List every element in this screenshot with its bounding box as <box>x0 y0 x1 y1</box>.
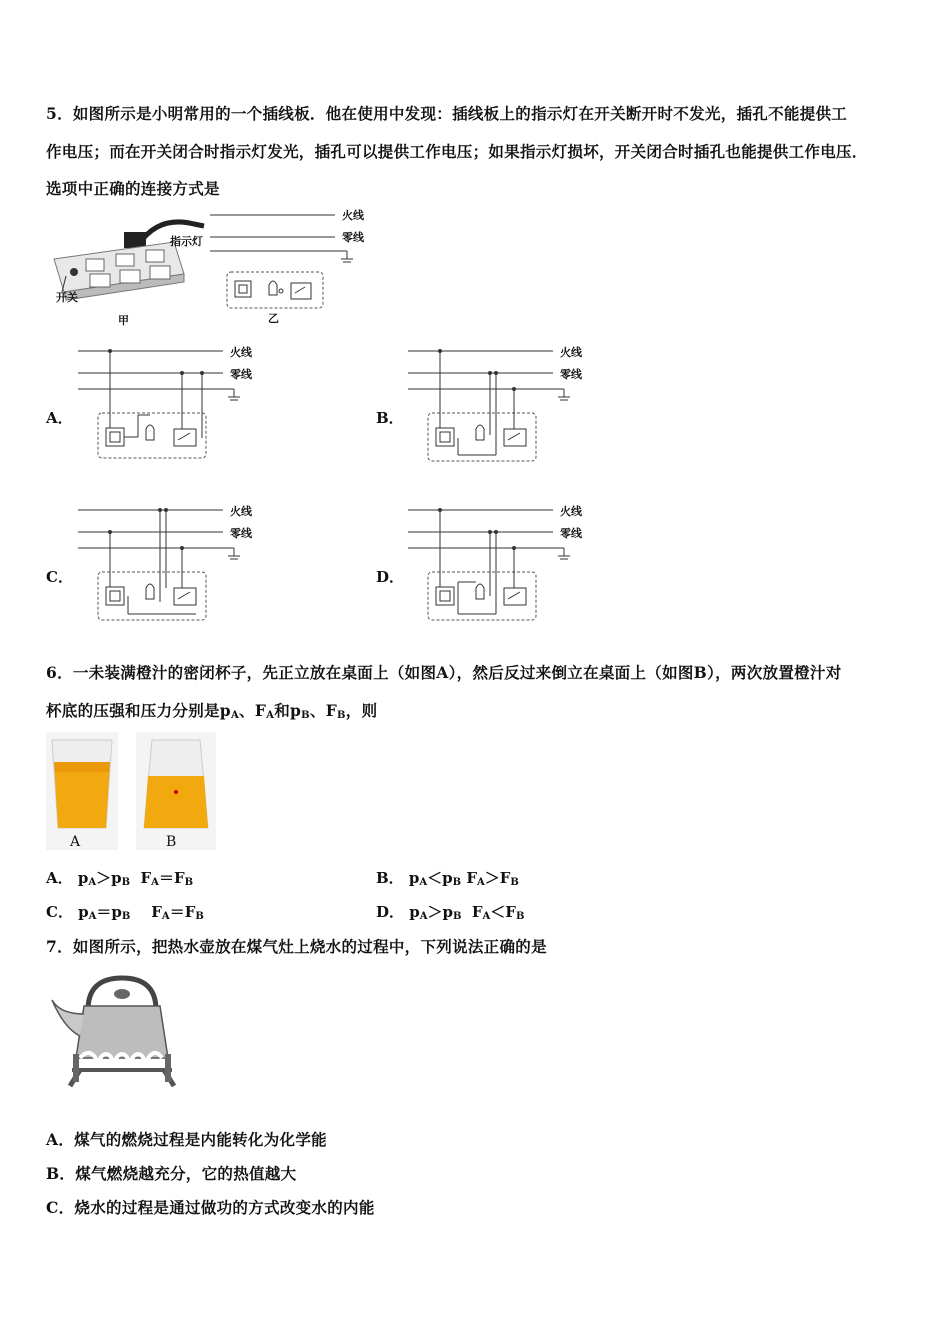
juice-cup-b-photo <box>136 732 216 850</box>
q5-option-a-circuit[interactable] <box>78 343 278 468</box>
q5-option-a-label[interactable]: A． <box>46 409 73 427</box>
opt-c-neutral-label: 零线 <box>230 527 252 540</box>
kettle-on-stove-figure <box>50 970 190 1095</box>
fig-yi-neutral-label: 零线 <box>342 231 364 244</box>
q6-option-b[interactable]: B． $p_A<p_B$ $F_A>F_B$ <box>376 869 519 888</box>
indicator-label: 指示灯 <box>170 235 203 248</box>
q5-option-b-circuit[interactable] <box>408 343 608 468</box>
figure-yi-circuit <box>205 205 365 315</box>
opt-a-neutral-label: 零线 <box>230 368 252 381</box>
power-strip-figure <box>44 214 224 326</box>
q5-line-3: 选项中正确的连接方式是 <box>46 179 220 198</box>
q7-option-c[interactable]: C．烧水的过程是通过做功的方式改变水的内能 <box>46 1198 375 1217</box>
opt-b-neutral-label: 零线 <box>560 368 582 381</box>
q7-option-a[interactable]: A．煤气的燃烧过程是内能转化为化学能 <box>46 1130 327 1149</box>
cup-a-label: A <box>70 834 81 850</box>
opt-d-live-label: 火线 <box>560 505 582 518</box>
opt-d-neutral-label: 零线 <box>560 527 582 540</box>
q5-option-d-circuit[interactable] <box>408 502 608 627</box>
opt-c-live-label: 火线 <box>230 505 252 518</box>
q6-option-c[interactable]: C． $p_A=p_B$ $F_A=F_B$ <box>46 903 204 922</box>
opt-b-live-label: 火线 <box>560 346 582 359</box>
q5-line-2: 作电压；而在开关闭合时指示灯发光，插孔可以提供工作电压；如果指示灯损坏，开关闭合时插孔也能提供工作电压． <box>46 142 868 161</box>
q6-line-2: 杯底的压强和压力分别是$p_A$、$F_A$和$p_B$、$F_B$，则 <box>46 701 378 721</box>
switch-label: 开关 <box>56 291 78 304</box>
fig-yi-label: 乙 <box>268 312 279 325</box>
q7-option-b[interactable]: B．煤气燃烧越充分，它的热值越大 <box>46 1164 297 1183</box>
q5-option-c-circuit[interactable] <box>78 502 278 627</box>
q6-option-d[interactable]: D． $p_A>p_B$ $F_A<F_B$ <box>376 903 525 922</box>
q5-line-1: 5．如图所示是小明常用的一个插线板．他在使用中发现：插线板上的指示灯在开关断开时不发光，插孔不能提供工 <box>46 104 848 123</box>
q5-option-b-label[interactable]: B． <box>376 409 404 427</box>
fig-yi-live-label: 火线 <box>342 209 364 222</box>
opt-a-live-label: 火线 <box>230 346 252 359</box>
q6-option-a[interactable]: A． $p_A>p_B$ $F_A=F_B$ <box>46 869 194 888</box>
q5-option-d-label[interactable]: D． <box>376 568 405 586</box>
q7-line-1: 7．如图所示，把热水壶放在煤气灶上烧水的过程中，下列说法正确的是 <box>46 937 547 956</box>
juice-cup-a-photo <box>46 732 118 850</box>
fig-jia-label: 甲 <box>118 314 129 327</box>
cup-b-label: B <box>166 834 177 850</box>
q6-line-1: 6．一未装满橙汁的密闭杯子，先正立放在桌面上（如图A），然后反过来倒立在桌面上（如图B），两次放置橙汁对 <box>46 663 842 682</box>
q5-option-c-label[interactable]: C． <box>46 568 73 586</box>
